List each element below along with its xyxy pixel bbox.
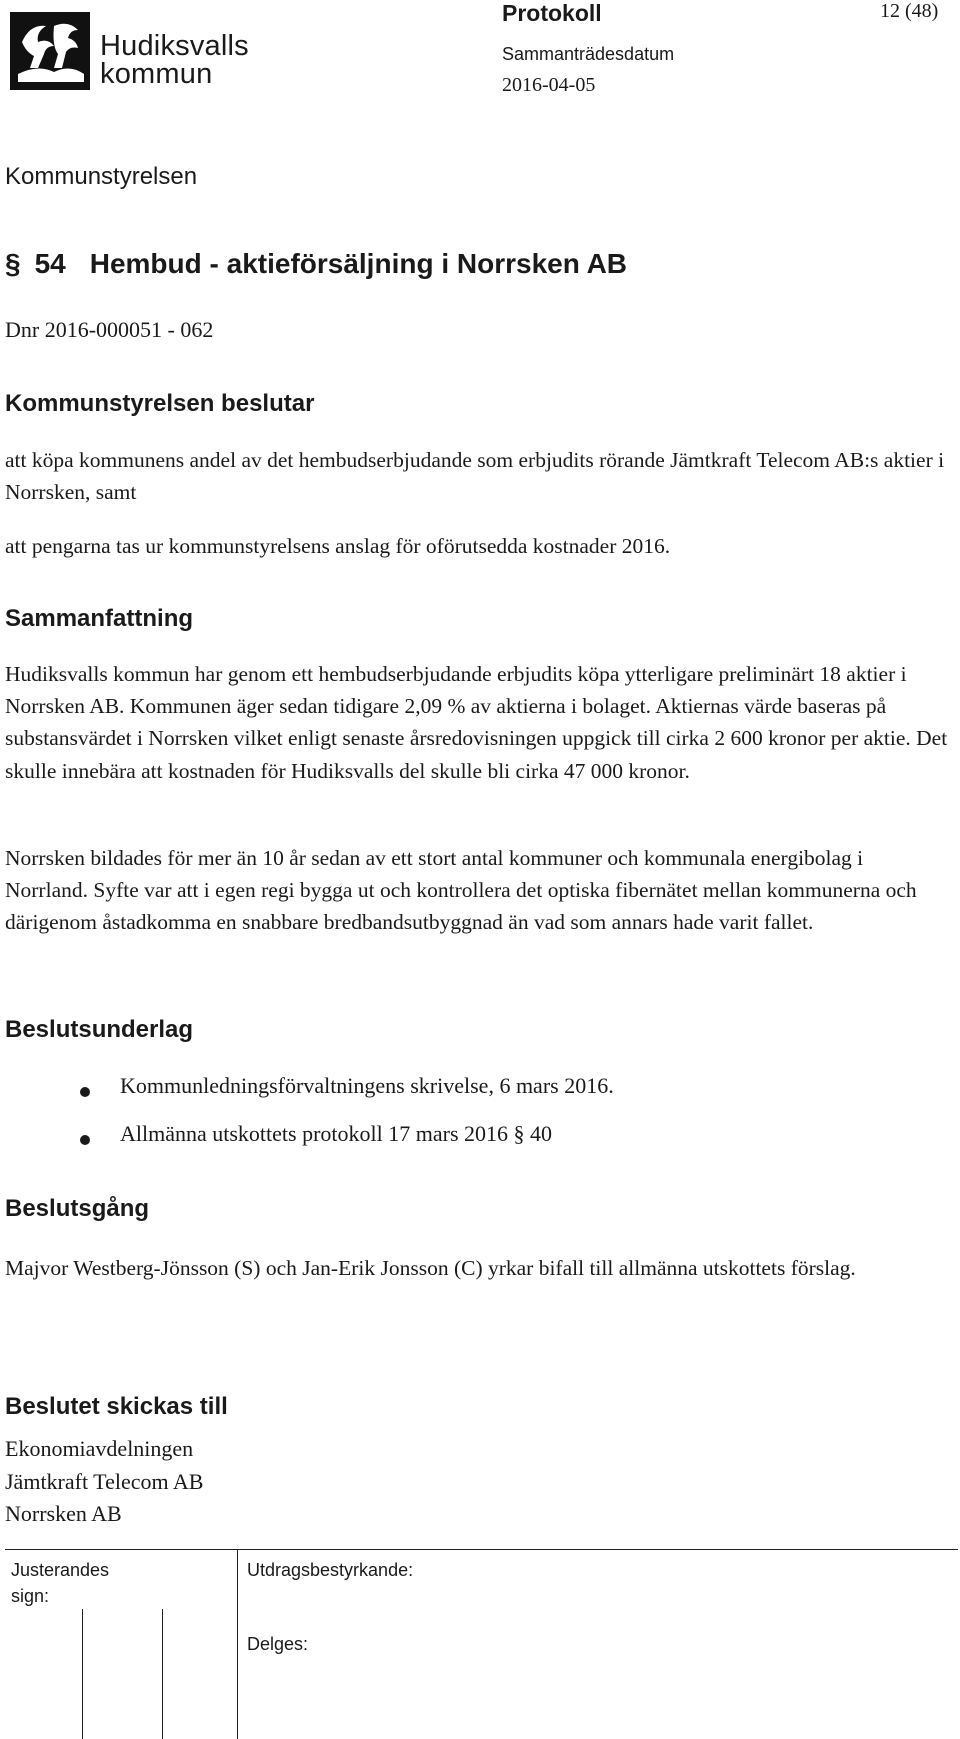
footer-divider	[5, 1549, 958, 1550]
page-number: 12 (48)	[880, 0, 939, 22]
signature-table	[5, 1549, 958, 1737]
goat-emblem-icon	[10, 12, 90, 90]
org-name-line1: Hudiksvalls	[100, 30, 249, 62]
recipient: Norrsken AB	[5, 1501, 122, 1526]
meeting-date-label: Sammanträdesdatum	[502, 44, 675, 64]
summary-title: Sammanfattning	[5, 605, 194, 632]
recipients-list	[5, 1433, 203, 1531]
basis-item: Allmänna utskottets protokoll 17 mars 2016 § 40	[120, 1121, 553, 1146]
basis-title: Beslutsunderlag	[5, 1016, 194, 1043]
item-number: 54	[34, 248, 66, 279]
decision-paragraph: att köpa kommunens andel av det hembudserbjudande som erbjudits rörande Jämtkraft Telecom AB:s aktier i Norrsken, samt	[5, 448, 945, 504]
recipient: Ekonomiavdelningen	[5, 1436, 194, 1461]
body-name: Kommunstyrelsen	[5, 163, 198, 190]
procedure-paragraph: Majvor Westberg-Jönsson (S) och Jan-Erik Jonsson (C) yrkar bifall till allmänna utskottets förslag.	[5, 1256, 856, 1280]
meeting-date: 2016-04-05	[502, 74, 596, 96]
sign-cell-divider	[162, 1609, 163, 1739]
bullet-icon	[80, 1135, 90, 1145]
column-divider	[237, 1549, 238, 1739]
recipients-title: Beslutet skickas till	[5, 1393, 228, 1420]
procedure-title: Beslutsgång	[5, 1195, 150, 1222]
sign-cell-divider	[82, 1609, 83, 1739]
decision-paragraph: att pengarna tas ur kommunstyrelsens anslag för oförutsedda kostnader 2016.	[5, 534, 671, 558]
summary-paragraph: Norrsken bildades för mer än 10 år sedan av ett stort antal kommuner och kommunala energibolag i Norrland. Syfte var att i egen regi bygga ut och kontrollera det optiska fibernätet mellan kommunerna och därigenom åstadkomma en snabbare bredbandsutbyggnad än vad som annars hade varit fallet.	[5, 846, 917, 935]
item-title: Hembud - aktieförsäljning i Norrsken AB	[89, 248, 628, 279]
summary-paragraph: Hudiksvalls kommun har genom ett hembudserbjudande erbjudits köpa ytterligare preliminärt 18 aktier i Norrsken AB. Kommunen äger sedan tidigare 2,09 % av aktierna i bolaget. Aktiernas värde baseras på substansvärdet i Norrsken vilket enligt senaste årsredovisningen uppgick till cirka 2 600 kronor per aktie. Det skulle innebära att kostnaden för Hudiksvalls del skulle bli cirka 47 000 kronor.	[5, 662, 948, 783]
item-heading	[5, 248, 627, 280]
org-name-line2: kommun	[100, 58, 213, 90]
org-logo	[10, 12, 255, 92]
section-symbol: §	[5, 248, 21, 279]
registration-number: Dnr 2016-000051 - 062	[5, 317, 214, 342]
dispatch-label: Delges:	[247, 1634, 309, 1654]
document-type: Protokoll	[502, 0, 602, 26]
extract-label: Utdragsbestyrkande:	[247, 1560, 414, 1580]
basis-item: Kommunledningsförvaltningens skrivelse, 6 mars 2016.	[120, 1073, 614, 1098]
decision-title: Kommunstyrelsen beslutar	[5, 390, 315, 417]
sign-label: Justerandes sign:	[11, 1560, 110, 1606]
bullet-icon	[80, 1087, 90, 1097]
recipient: Jämtkraft Telecom AB	[5, 1468, 204, 1494]
